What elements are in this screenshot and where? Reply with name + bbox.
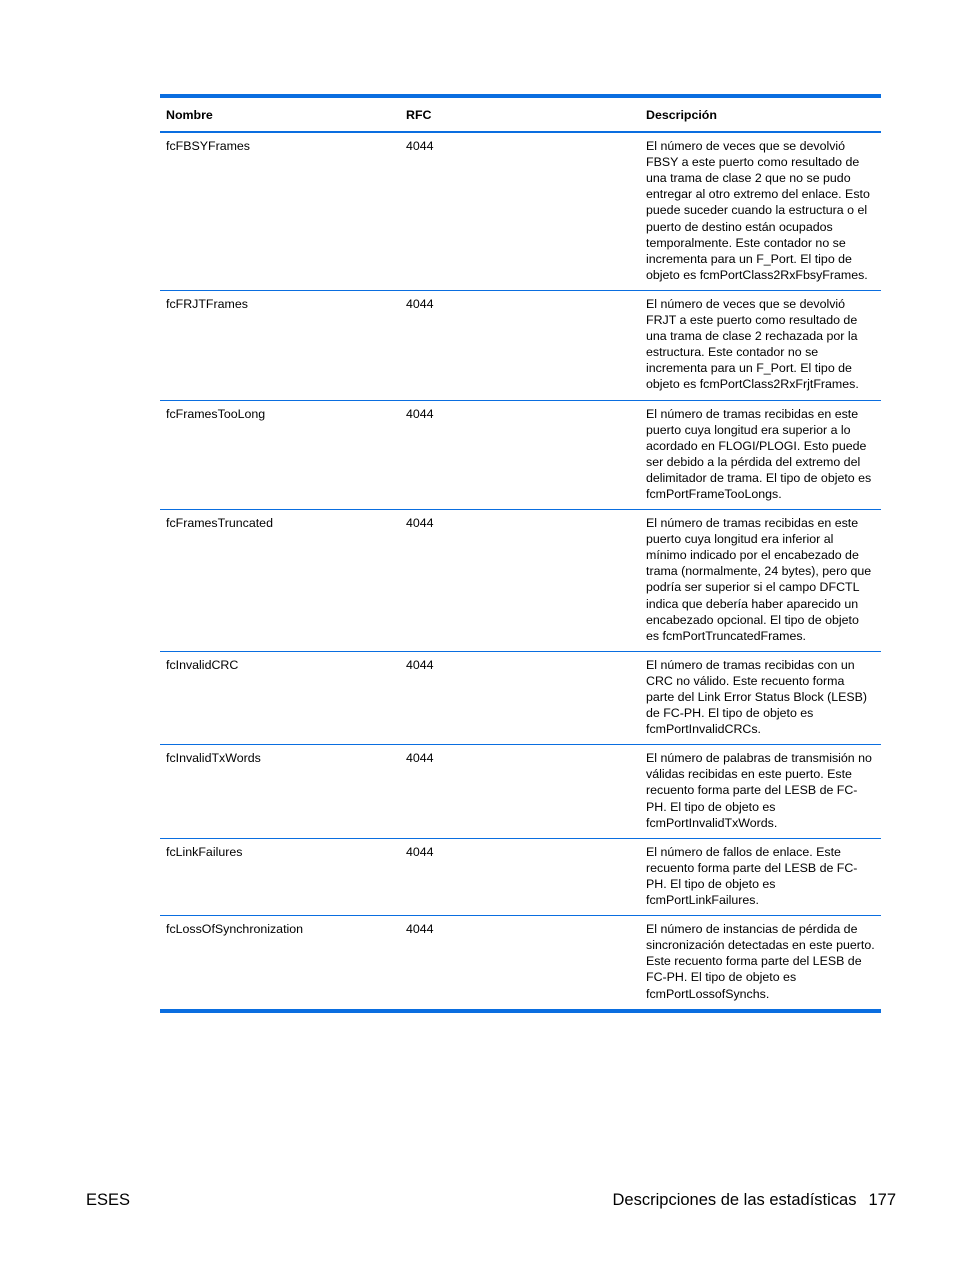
cell-rfc: 4044 bbox=[400, 651, 640, 744]
header-description: Descripción bbox=[640, 96, 881, 132]
cell-name: fcInvalidTxWords bbox=[160, 745, 400, 838]
header-rfc: RFC bbox=[400, 96, 640, 132]
cell-rfc: 4044 bbox=[400, 400, 640, 510]
footer-section-title: Descripciones de las estadísticas bbox=[612, 1191, 857, 1209]
cell-name: fcFBSYFrames bbox=[166, 139, 250, 154]
cell-description: El número de tramas recibidas con un CRC no válido. Este recuento forma parte del Link Error Status Block (LESB) de FC-PH. El tipo de objeto es fcmPortInvalidCRCs. bbox=[640, 651, 881, 744]
cell-rfc: 4044 bbox=[400, 916, 640, 1011]
cell-description: El número de veces que se devolvió FBSY a este puerto como resultado de una trama de clase 2 que no se pudo entregar al otro extremo del enlace. Esto puede suceder cuando la estructura o el puerto de destino están ocupados temporalmente. Este contador no se incrementa para un F_Port. El tipo de objeto es fcmPortClass2RxFbsyFrames. bbox=[646, 139, 870, 282]
cell-description: El número de tramas recibidas en este puerto cuya longitud era inferior al mínimo indicado por el encabezado de trama (normalmente, 24 bytes), pero que podría ser superior si el campo DFCTL indica que debería haber aparecido un encabezado opcional. El tipo de objeto es fcmPortTruncatedFrames. bbox=[640, 510, 881, 652]
table-row bbox=[160, 838, 881, 915]
table-row bbox=[160, 916, 881, 1011]
table-row bbox=[160, 745, 881, 838]
cell-name: fcFramesTruncated bbox=[160, 510, 400, 652]
table-row bbox=[160, 400, 881, 510]
table-row bbox=[160, 290, 881, 400]
table-row bbox=[160, 510, 881, 652]
cell-rfc: 4044 bbox=[406, 139, 434, 154]
table-row bbox=[160, 651, 881, 744]
table-header bbox=[160, 96, 881, 132]
cell-rfc: 4044 bbox=[400, 745, 640, 838]
statistics-table bbox=[160, 94, 881, 1013]
cell-description: El número de veces que se devolvió FRJT a este puerto como resultado de una trama de clase 2 rechazada por la estructura. Este contador no se incrementa para un F_Port. El tipo de objeto es fcmPortClass2RxFrjtFrames. bbox=[640, 290, 881, 400]
cell-rfc: 4044 bbox=[400, 510, 640, 652]
table-row bbox=[160, 132, 881, 290]
cell-name: fcFRJTFrames bbox=[160, 290, 400, 400]
table-header-row bbox=[160, 96, 881, 132]
header-name: Nombre bbox=[160, 96, 400, 132]
cell-description: El número de fallos de enlace. Este recuento forma parte del LESB de FC-PH. El tipo de objeto es fcmPortLinkFailures. bbox=[640, 838, 881, 915]
table-body bbox=[160, 132, 881, 1011]
footer-page-info bbox=[613, 1190, 896, 1210]
cell-rfc: 4044 bbox=[400, 290, 640, 400]
footer-locale: ESES bbox=[86, 1191, 131, 1209]
cell-name: fcInvalidCRC bbox=[160, 651, 400, 744]
page-number: 177 bbox=[868, 1191, 896, 1209]
cell-name: fcLinkFailures bbox=[160, 838, 400, 915]
cell-name: fcLossOfSynchronization bbox=[160, 916, 400, 1011]
cell-description: El número de palabras de transmisión no válidas recibidas en este puerto. Este recuento forma parte del LESB de FC-PH. El tipo de objeto es fcmPortInvalidTxWords. bbox=[640, 745, 881, 838]
cell-rfc: 4044 bbox=[400, 838, 640, 915]
cell-description: El número de tramas recibidas en este puerto cuya longitud era superior a lo acordado en FLOGI/PLOGI. Esto puede ser debido a la pérdida del extremo del delimitador de trama. El tipo de objeto es fcmPortFrameTooLongs. bbox=[640, 400, 881, 510]
cell-description: El número de instancias de pérdida de sincronización detectadas en este puerto. Este recuento forma parte del LESB de FC-PH. El tipo de objeto es fcmPortLossofSynchs. bbox=[640, 916, 881, 1011]
cell-name: fcFramesTooLong bbox=[160, 400, 400, 510]
